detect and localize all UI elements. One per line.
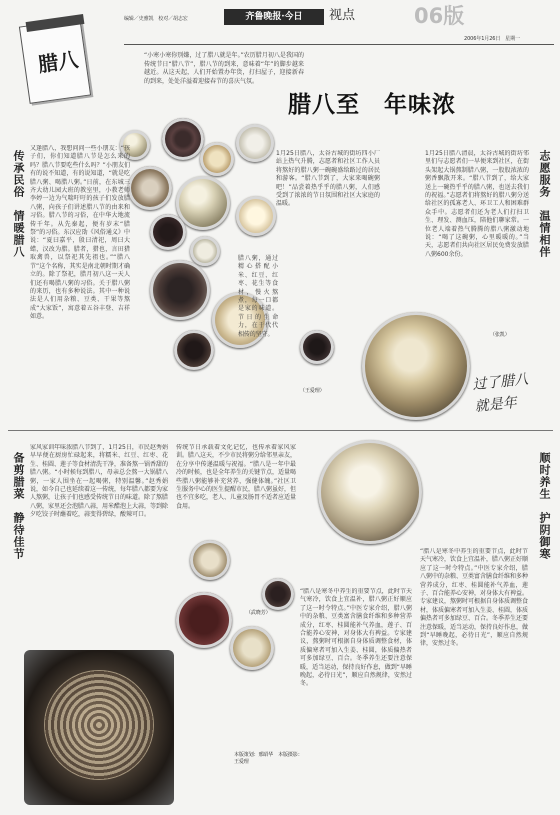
- bowl-photo-6: [190, 236, 220, 266]
- bowl-photo-lower-1: [190, 540, 230, 580]
- masthead: [124, 4, 554, 42]
- bowl-photo-7: [174, 330, 214, 370]
- masthead-rule: [124, 44, 554, 45]
- right-column-title: 志愿服务 温情相伴: [538, 150, 551, 258]
- lower-right-title: 顺时养生 护阴御寒: [538, 452, 551, 560]
- lower-mid-text: 传统节日承载着文化记忆，也传承着家风家训。腊八这天，不少市民将粥分给邻里亲友，在分享中传递温暖与祝福。“腊八是一年中最冷的时候，也是全年养生的关键节点，适量喝些腊八粥能够补充营养，强健体魄。”社区卫生服务中心的医生提醒市民，腊八粥虽好，但也不宜多吃，老人、儿童及肠胃不适者应适量食用。: [176, 444, 296, 510]
- bowl-photo-big: [362, 312, 470, 420]
- masthead-tagline: 编辑／史雅凯 校对／胡志宏: [124, 16, 188, 22]
- right-column-text: 1月25日腊八清晨，太谷古城的街坊邻里们与志愿者们一早便来到社区，在街头架起大锅熬制腊八粥，一股股浓浓的粥香飘散开来。“腊八节到了，给大家送上一碗热乎乎的腊八粥，也送去我们的祝福。”志愿者们将熬好的腊八粥分送给社区的孤寡老人、环卫工人和困难群众手中。志愿者们还为老人们打扫卫生、理发、测血压，陪他们聊家常。一位老人端着热气腾腾的腊八粥激动地说：“喝了这碗粥，心里暖暖的。”当天，志愿者们共向社区居民免费发放腊八粥600余份。: [425, 150, 529, 258]
- lower-left-title: 备剪腊菜 静待佳节: [12, 452, 25, 560]
- bowl-photo-blackbeans: [150, 214, 186, 250]
- bowl-photo-lower-2: [230, 626, 274, 670]
- right-credit: （张凯）: [490, 332, 510, 338]
- editor-credit: 本版策划：邢昭华 本版摄影：王爱理: [234, 752, 303, 765]
- intro-quote: “小寒小寒你别嫌，过了腊八就是年。”农历腊月初八是我国的传统节日“腊八节”，腊八节的到来，意味着“年”的脚步越来越近。从这天起，人们开始置办年货，打扫屋子，迎接新春的到来，处处洋溢着迎接春节的喜庆气氛。: [144, 52, 304, 85]
- lower-left-text: 家风家训年味浓腊八节到了，1月25日，市民赵秀娟早早便在厨房忙碌起来，将糯米、红豆、红枣、花生、桂圆、莲子等食材清洗干净，准备熬一锅香甜的腊八粥。“小时候每到腊八，母亲总会熬一大锅腊八粥，一家人围坐在一起喝粥，特别温馨。”赵秀娟说，如今自己也延续着这一传统，每年腊八都要为家人熬粥，让孩子们也感受传统节日的味道。除了熬腊八粥，家里还会泡腊八蒜，用米醋泡上大蒜，等到除夕吃饺子时蘸着吃，蒜变得碧绿，酸辣可口。: [30, 444, 168, 519]
- left-column-title: 传承民俗 情暖腊八: [12, 150, 25, 258]
- bowl-photo-5: [236, 196, 276, 236]
- handwritten-caption: 过了腊八 就是年: [471, 369, 543, 416]
- calendar-label: 腊八: [36, 47, 80, 77]
- bowl-photo-large-beans: [150, 260, 210, 320]
- main-title: 腊八至 年味浓: [288, 91, 456, 118]
- bowl-photo-lower-big: [318, 440, 422, 544]
- page-number: 06版: [414, 4, 465, 28]
- section-divider: [8, 430, 553, 431]
- bowl-photo-beans: [162, 118, 204, 160]
- bowl-photo-4: [128, 166, 172, 210]
- paper-name: 齐鲁晚报·今日: [224, 9, 324, 25]
- lower-mid-credit: （武晓芳）: [246, 610, 271, 616]
- calendar-icon: [18, 14, 90, 102]
- bowl-photo-dates: [176, 592, 232, 648]
- bowl-caption: 腊八粥，通过精心搭配小米、红豆、红枣、花生等食材，慢火熬煮，每一口都是家的味道。节日的生命力，在于代代相传的坚守。: [238, 255, 278, 338]
- lower-right-center-text: “腊八是寒冬中养生的重要节点，此时节天气寒冷，饮食上宜温补，腊八粥正好顺应了这一时令特点。”中医专家介绍，腊八粥中的杂粮、豆类富含膳食纤维和多种营养成分，红枣、桂圆能补气养血，莲子、百合能养心安神，对身体大有裨益。专家建议，熬粥时可根据自身体质调整食材，体质偏寒者可加入生姜、桂圆，体质偏热者可多加绿豆、百合。冬季养生还要注意保暖，适当运动，保持良好作息，做到“早睡晚起，必待日光”，顺应自然规律，安然过冬。: [300, 588, 412, 688]
- photo-lower-left: [24, 650, 174, 805]
- bowl-photo-rice: [236, 124, 274, 162]
- section-name: 视点: [329, 8, 356, 23]
- bowl-photo-porridge: [176, 176, 230, 230]
- center-credit: （王爱理）: [300, 388, 325, 394]
- lower-right-text: “腊八是寒冬中养生的重要节点，此时节天气寒冷，饮食上宜温补，腊八粥正好顺应了这一时令特点。”中医专家介绍，腊八粥中的杂粮、豆类富含膳食纤维和多种营养成分，红枣、桂圆能补气养血，莲子、百合能养心安神，对身体大有裨益。专家建议，熬粥时可根据自身体质调整食材，体质偏寒者可加入生姜、桂圆，体质偏热者可多加绿豆、百合。冬季养生还要注意保暖，适当运动，保持良好作息，做到“早睡晚起，必待日光”，顺应自然规律，安然过冬。: [420, 548, 528, 648]
- issue-date: 2006年1月26日 星期一: [464, 36, 520, 42]
- bowl-photo-8: [300, 330, 334, 364]
- center-article-text: 1月25日腊八，太谷古城的街坊四小厂站上热气升腾，志愿者和社区工作人员将熬好的腊八粥一碗碗盛给路过的居民和游客。“腊八节到了，大家来喝碗粥吧！”品尝着热乎乎的腊八粥，人们感受到了浓浓的节日氛围和社区大家庭的温暖。: [276, 150, 380, 208]
- left-column-text: 又逢腊八，我想问问一些小朋友：“孩子们，你们知道腊八节是怎么来的吗？腊八节要吃些什么吗？”小朋友们有的说不知道，有的说知道，“就是吃腊八粥、喝腊八粥。”日前，在东城三齐大幼儿园大班的教室里，小教老师李婷一边为气喘吁吁的孩子们发放腊八粥，向孩子们讲述腊八节的由来和习俗。腊八节的习俗，在中华大地流传千年。从先秦起，便有岁末“腊祭”的习俗。东汉应劭《风俗通义》中说：“夏曰嘉平，殷曰清祀，周曰大蜡，汉改为腊。腊者，猎也，言田猎取禽兽，以祭祀其先祖也。”“腊八节”这个名称，其实是南北朝时期才确立的。除了祭祀，腊月初八这一天人们还有喝腊八粥的习俗。关于腊八粥的来历，也有多种说法。其中一种说法是人们用杂粮、豆类、干果等熬成“大家饭”，寓意着五谷丰登、吉祥如意。: [30, 145, 130, 321]
- bowl-photo-grains: [200, 142, 234, 176]
- bowl-photo-lower-3: [262, 578, 294, 610]
